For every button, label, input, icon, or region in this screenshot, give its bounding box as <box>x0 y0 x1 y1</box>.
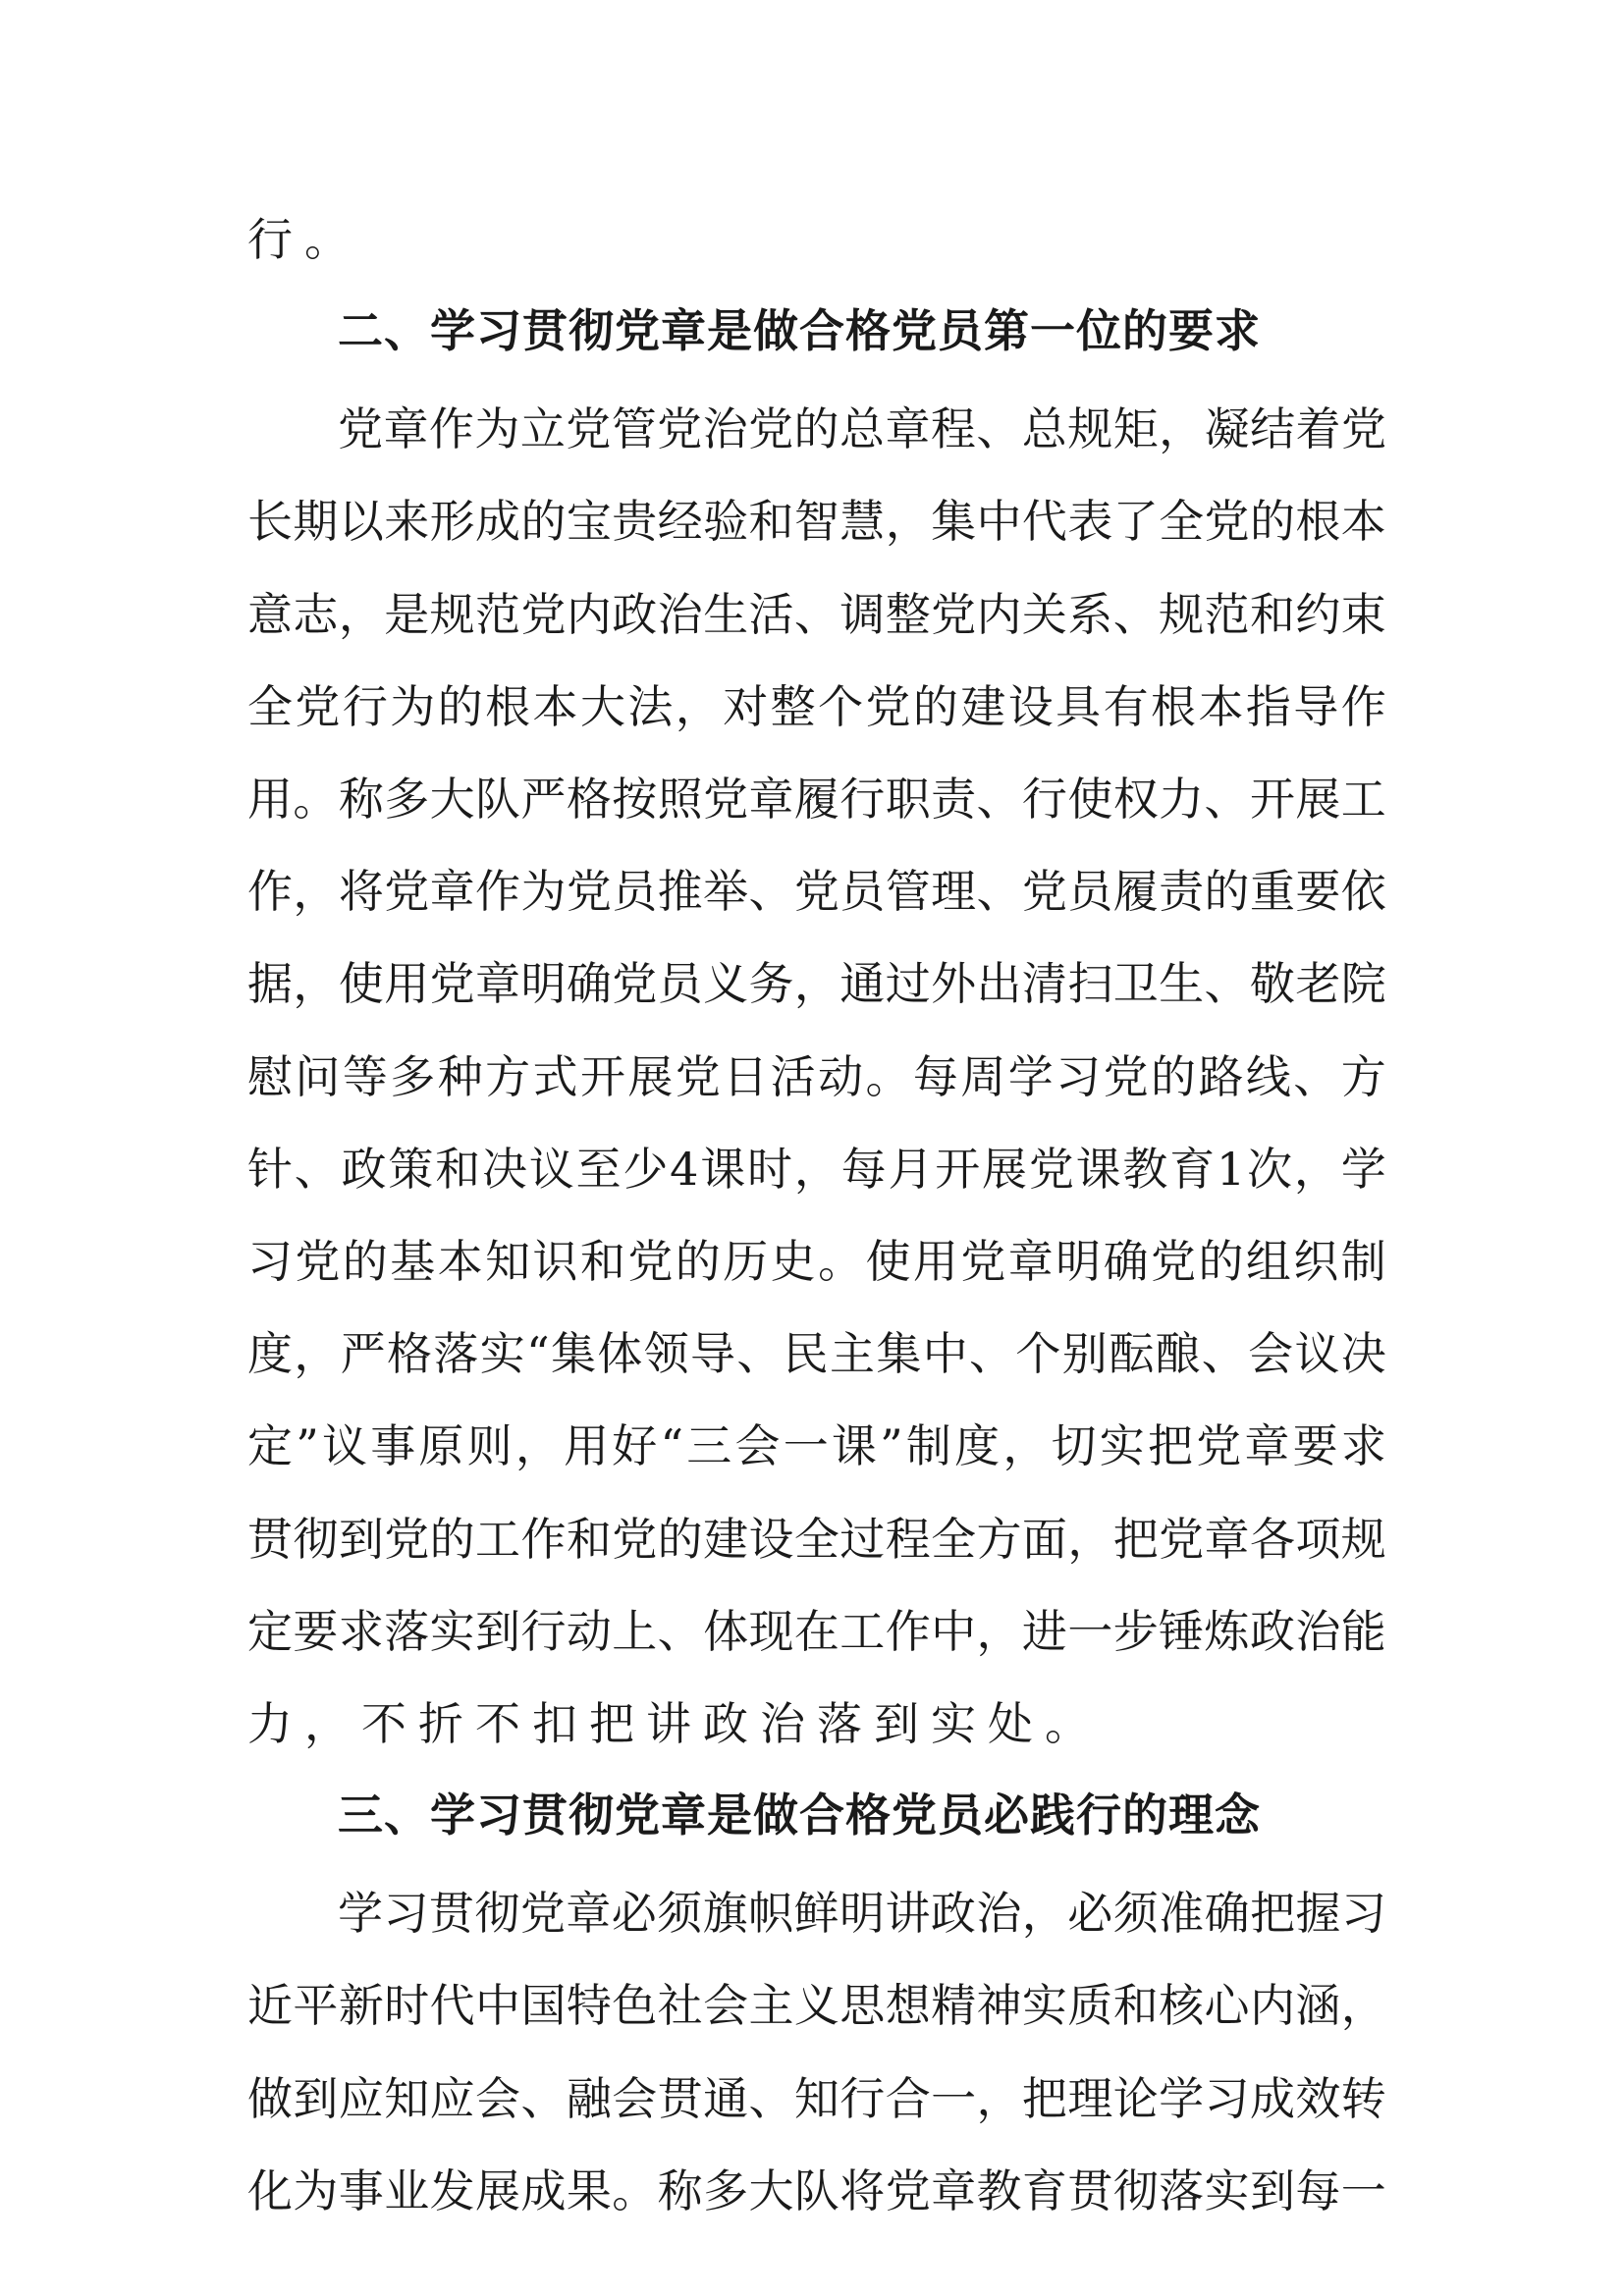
paragraph-line: 力，不折不扣把讲政治落到实处。 <box>247 1697 1102 1750</box>
paragraph-line: 全 党 行 为 的 根 本 大 法 ， 对 整 个 党 的 建 设 具 有 根 本 指 导 作 <box>247 679 1386 733</box>
paragraph-line: 作 ， 将 党 章 作 为 党 员 推 举 、 党 员 管 理 、 党 员 履 责 的 重 要 依 <box>247 865 1386 919</box>
paragraph-line: 据 ， 使 用 党 章 明 确 党 员 义 务 ， 通 过 外 出 清 扫 卫 生 、 敬 老 院 <box>247 957 1386 1011</box>
paragraph-line: 度 ， 严 格 落 实 “ 集 体 领 导 、 民 主 集 中 、 个 别 酝 酿 、 会 议 决 <box>247 1327 1386 1381</box>
paragraph-line: 贯 彻 到 党 的 工 作 和 党 的 建 设 全 过 程 全 方 面 ， 把 党 章 各 项 规 <box>247 1512 1386 1566</box>
paragraph-line: 长 期 以 来 形 成 的 宝 贵 经 验 和 智 慧 ， 集 中 代 表 了 全 党 的 根 本 <box>247 495 1386 549</box>
paragraph-line: 慰 问 等 多 种 方 式 开 展 党 日 活 动 。 每 周 学 习 党 的 路 线 、 方 <box>247 1049 1386 1103</box>
section-heading: 二、学习贯彻党章是做合格党员第一位的要求 <box>338 304 1261 358</box>
paragraph-line: 近 平 新 时 代 中 国 特 色 社 会 主 义 思 想 精 神 实 质 和 核 心 内 涵 ， <box>247 1979 1386 2033</box>
paragraph-line: 定 要 求 落 实 到 行 动 上 、 体 现 在 工 作 中 ， 进 一 步 锤 炼 政 治 能 <box>247 1604 1386 1658</box>
paragraph-line: 意 志 ， 是 规 范 党 内 政 治 生 活 、 调 整 党 内 关 系 、 规 范 和 约 束 <box>247 587 1386 641</box>
paragraph-line: 用 。 称 多 大 队 严 格 按 照 党 章 履 行 职 责 、 行 使 权 力 、 开 展 工 <box>247 773 1386 826</box>
paragraph-line: 定 ” 议 事 原 则 ， 用 好 “ 三 会 一 课 ” 制 度 ， 切 实 把 党 章 要 求 <box>247 1419 1386 1473</box>
paragraph-line: 做 到 应 知 应 会 、 融 会 贯 通 、 知 行 合 一 ， 把 理 论 学 习 成 效 转 <box>247 2071 1386 2125</box>
paragraph-line: 党 章 作 为 立 党 管 党 治 党 的 总 章 程 、 总 规 矩 ， 凝 结 着 党 <box>338 402 1386 456</box>
paragraph-line: 行。 <box>247 213 361 266</box>
paragraph-line: 习 党 的 基 本 知 识 和 党 的 历 史 。 使 用 党 章 明 确 党 的 组 织 制 <box>247 1235 1386 1288</box>
paragraph-line: 化 为 事 业 发 展 成 果 。 称 多 大 队 将 党 章 教 育 贯 彻 落 实 到 每 一 <box>247 2163 1386 2217</box>
paragraph-line: 学 习 贯 彻 党 章 必 须 旗 帜 鲜 明 讲 政 治 ， 必 须 准 确 把 握 习 <box>338 1887 1386 1941</box>
paragraph-line: 针 、 政 策 和 决 议 至 少 4 课 时 ， 每 月 开 展 党 课 教 育 1 次 ， 学 <box>247 1142 1386 1196</box>
section-heading: 三、学习贯彻党章是做合格党员必践行的理念 <box>338 1789 1261 1842</box>
